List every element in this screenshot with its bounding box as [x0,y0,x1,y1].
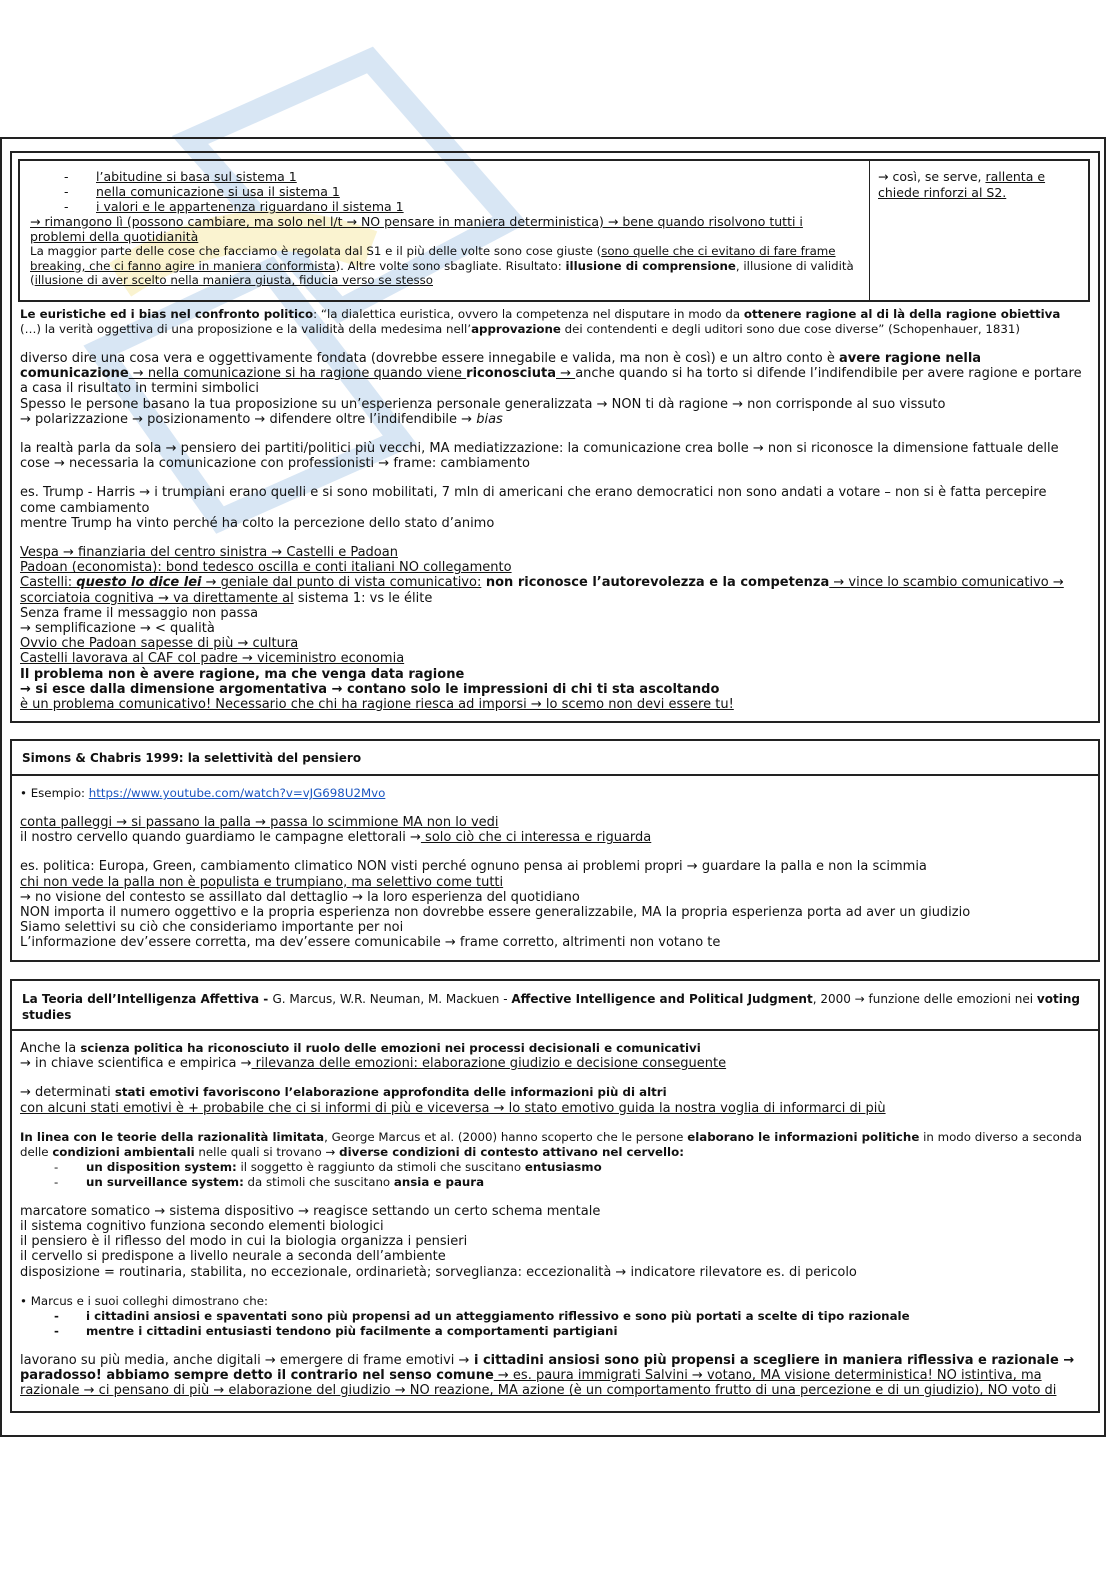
section-header-simons [10,739,1100,776]
youtube-link[interactable]: https://www.youtube.com/watch?v=vJG698U2Mvo [88,786,386,800]
text-line: → rimangono lì (possono cambiare, ma solo nel l/t → NO pensare in maniera deterministica) → bene quando risolvono tutti i problemi della quotidianità [30,214,803,244]
text-line: es. politica: Europa, Green, cambiamento climatico NON visti perché ognuno pensa ai problemi propri → guardare la palla e non la scimmia [20,859,927,875]
section-title: La Teoria dell’Intelligenza Affettiva - G. Marcus, W.R. Neuman, M. Mackuen - Affective Intelligence and Political Judgment, 2000 → funzione delle emozioni nei voting studies [22,992,1080,1022]
summary-table-left-cell [20,161,870,300]
list-item: - nella comunicazione si usa il sistema 1 [30,184,859,199]
section-intelligenza-affettiva [10,1029,1100,1413]
text-paragraph: In linea con le teorie della razionalità limitata, George Marcus et al. (2000) hanno scoperto che le persone elaborano le informazioni politiche in modo diverso a seconda delle condizioni ambientali nelle quali si trovano → diverse condizioni di contesto attivano nel cervello: [20,1129,1082,1159]
text-line: NON importa il numero oggettivo e la propria esperienza non dovrebbe essere generalizzabile, MA la propria esperienza porta ad aver un giudizio [20,905,971,921]
text-line: → in chiave scientifica e empirica → rilevanza delle emozioni: elaborazione giudizio e decisione conseguente [20,1056,727,1072]
list-item: - i valori e le appartenenza riguardano il sistema 1 [30,199,859,214]
text-line: il pensiero è il riflesso del modo in cui la biologia organizza i pensieri [20,1234,468,1250]
text-line: Il problema non è avere ragione, ma che venga data ragione [20,666,465,682]
text-line: il cervello si predispone a livello neurale a seconda dell’ambiente [20,1249,446,1265]
summary-table-right-cell: → così, se serve, rallenta e chiede rinforzi al S2. [878,169,1046,200]
text-line: chi non vede la palla non è populista e trumpiano, ma selettivo come tutti [20,874,504,890]
text-line: il sistema cognitivo funziona secondo elementi biologici [20,1219,384,1235]
text-line: Ovvio che Padoan sapesse di più → cultura [20,636,299,652]
section-simons [10,774,1100,962]
text-line: Senza frame il messaggio non passa [20,605,259,621]
text-line: → determinati stati emotivi favoriscono l’elaborazione approfondita delle informazioni più di altri [20,1085,667,1101]
section-body [20,307,1082,712]
list-item: - un disposition system: il soggetto è raggiunto da stimoli che suscitano entusiasmo [20,1160,1090,1175]
text-line: → semplificazione → < qualità [20,621,215,637]
text-line: Castelli lavorava al CAF col padre → viceministro economia [20,651,405,667]
text-line: è un problema comunicativo! Necessario che chi ha ragione riesca ad imporsi → lo scemo non devi essere tu! [20,697,734,713]
list-item: - i cittadini ansiosi e spaventati sono più propensi ad un atteggiamento riflessivo e sono più portati a scelte di tipo razionale [20,1309,1090,1324]
text-line: disposizione = routinaria, stabilita, no eccezionale, ordinarietà; sorveglianza: eccezionalità → indicatore rilevatore es. di pericolo [20,1264,857,1280]
section-title: Simons & Chabris 1999: la selettività del pensiero [22,751,362,765]
text-line: → si esce dalla dimensione argomentativa → contano solo le impressioni di chi ti sta ascoltando [20,681,720,697]
euristiche-intro: Le euristiche ed i bias nel confronto politico: “la dialettica euristica, ovvero la competenza nel disputare in modo da ottenere ragione al di là della ragione obiettiva (…) la verità oggettiva di una proposizione e la validità della medesima nell’approvazione dei contendenti e degli uditori sono due cose diverse” (Schopenhauer, 1831) [20,307,1061,336]
text-paragraph: diverso dire una cosa vera e oggettivamente fondata (dovrebbe essere innegabile e valida, ma non è così) e un altro conto è avere ragione nella comunicazione → nella comunicazione si ha ragione quando viene riconosciuta → anche quando si ha torto si difende l’indifendibile per avere ragione e portare a casa il risultato in termini simbolici [20,351,1082,397]
text-line: conta palleggi → si passano la palla → passa lo scimmione MA non lo vedi [20,815,499,830]
text-line: mentre Trump ha vinto perché ha colto la percezione dello stato d’animo [20,515,495,531]
text-paragraph: la realtà parla da sola → pensiero dei partiti/politici più vecchi, MA mediatizzazione: la comunicazione crea bolle → non si riconosce la dimensione fattuale delle cose → necessaria la comunicazione con professionisti → frame: cambiamento [20,441,1059,472]
text-line: Siamo selettivi su ciò che consideriamo importante per noi [20,920,404,936]
list-item: - un surveillance system: da stimoli che suscitano ansia e paura [20,1175,1090,1190]
summary-table [18,159,1090,302]
text-line: Padoan (economista): bond tedesco oscilla e conti italiani NO collegamento [20,560,512,576]
text-line: → polarizzazione → posizionamento → difendere oltre l’indifendibile → bias [20,411,503,427]
text-line: L’informazione dev’essere corretta, ma dev’essere comunicabile → frame corretto, altrimenti non votano te [20,935,721,951]
text-line: Vespa → finanziaria del centro sinistra → Castelli e Padoan [20,545,398,561]
text-line: Anche la scienza politica ha riconosciuto il ruolo delle emozioni nei processi decisionali e comunicativi [20,1041,701,1056]
text-paragraph: lavorano su più media, anche digitali → emergere di frame emotivi → i cittadini ansiosi sono più propensi a scegliere in maniera riflessiva e razionale → paradosso! abbiamo sempre detto il contrario nel senso comune → es. paura immigrati Salvini → votano, MA visione deterministica! NO istintiva, ma razionale → ci pensano di più → elaborazione del giudizio → NO reazione, MA azione (è un comportamento frutto di una percezione e di un giudizio), NO voto di [20,1352,1075,1399]
text-paragraph: La maggior parte delle cose che facciamo è regolata dal S1 e il più delle volte sono cose giuste (sono quelle che ci evitano di fare frame breaking, che ci fanno agire in maniera conformista). Altre volte sono sbagliate. Risultato: illusione di comprensione, illusione di validità (illusione di aver scelto nella maniera giusta, fiducia verso se stesso [30,244,854,287]
list-item: - mentre i cittadini entusiasti tendono più facilmente a comportamenti partigiani [20,1324,1090,1339]
text-line: Spesso le persone basano la tua proposizione su un’esperienza personale generalizzata → NON ti dà ragione → non corrisponde al suo vissuto [20,396,946,412]
text-line: con alcuni stati emotivi è + probabile che ci si informi di più e viceversa → lo stato emotivo guida la nostra voglia di informarci di più [20,1100,886,1116]
text-paragraph: es. Trump - Harris → i trumpiani erano quelli e si sono mobilitati, 7 mln di americani che erano democratici non sono andati a votare – non si è fatta percepire come cambiamento [20,485,1047,516]
section-body [20,1041,1090,1398]
example-line: • Esempio: https://www.youtube.com/watch?v=vJG698U2Mvo [20,786,386,800]
text-line: • Marcus e i suoi colleghi dimostrano che: [20,1293,268,1308]
text-line: → no visione del contesto se assillato dal dettaglio → la loro esperienza del quotidiano [20,889,580,905]
list-item: - l’abitudine si basa sul sistema 1 [30,169,859,184]
text-line: marcatore somatico → sistema dispositivo → reagisce settando un certo schema mentale [20,1203,601,1219]
text-line: il nostro cervello quando guardiamo le campagne elettorali → solo ciò che ci interessa e riguarda [20,830,652,846]
section-euristiche [10,151,1100,723]
section-body [20,786,1086,951]
text-paragraph: Castelli: questo lo dice lei → geniale dal punto di vista comunicativo: non riconosce l’autorevolezza e la competenza → vince lo scambio comunicativo → scorciatoia cognitiva → va direttamente al sistema 1: vs le élite [20,575,1064,606]
section-header-intelligenza-affettiva [10,979,1100,1031]
page-frame [0,137,1106,1437]
